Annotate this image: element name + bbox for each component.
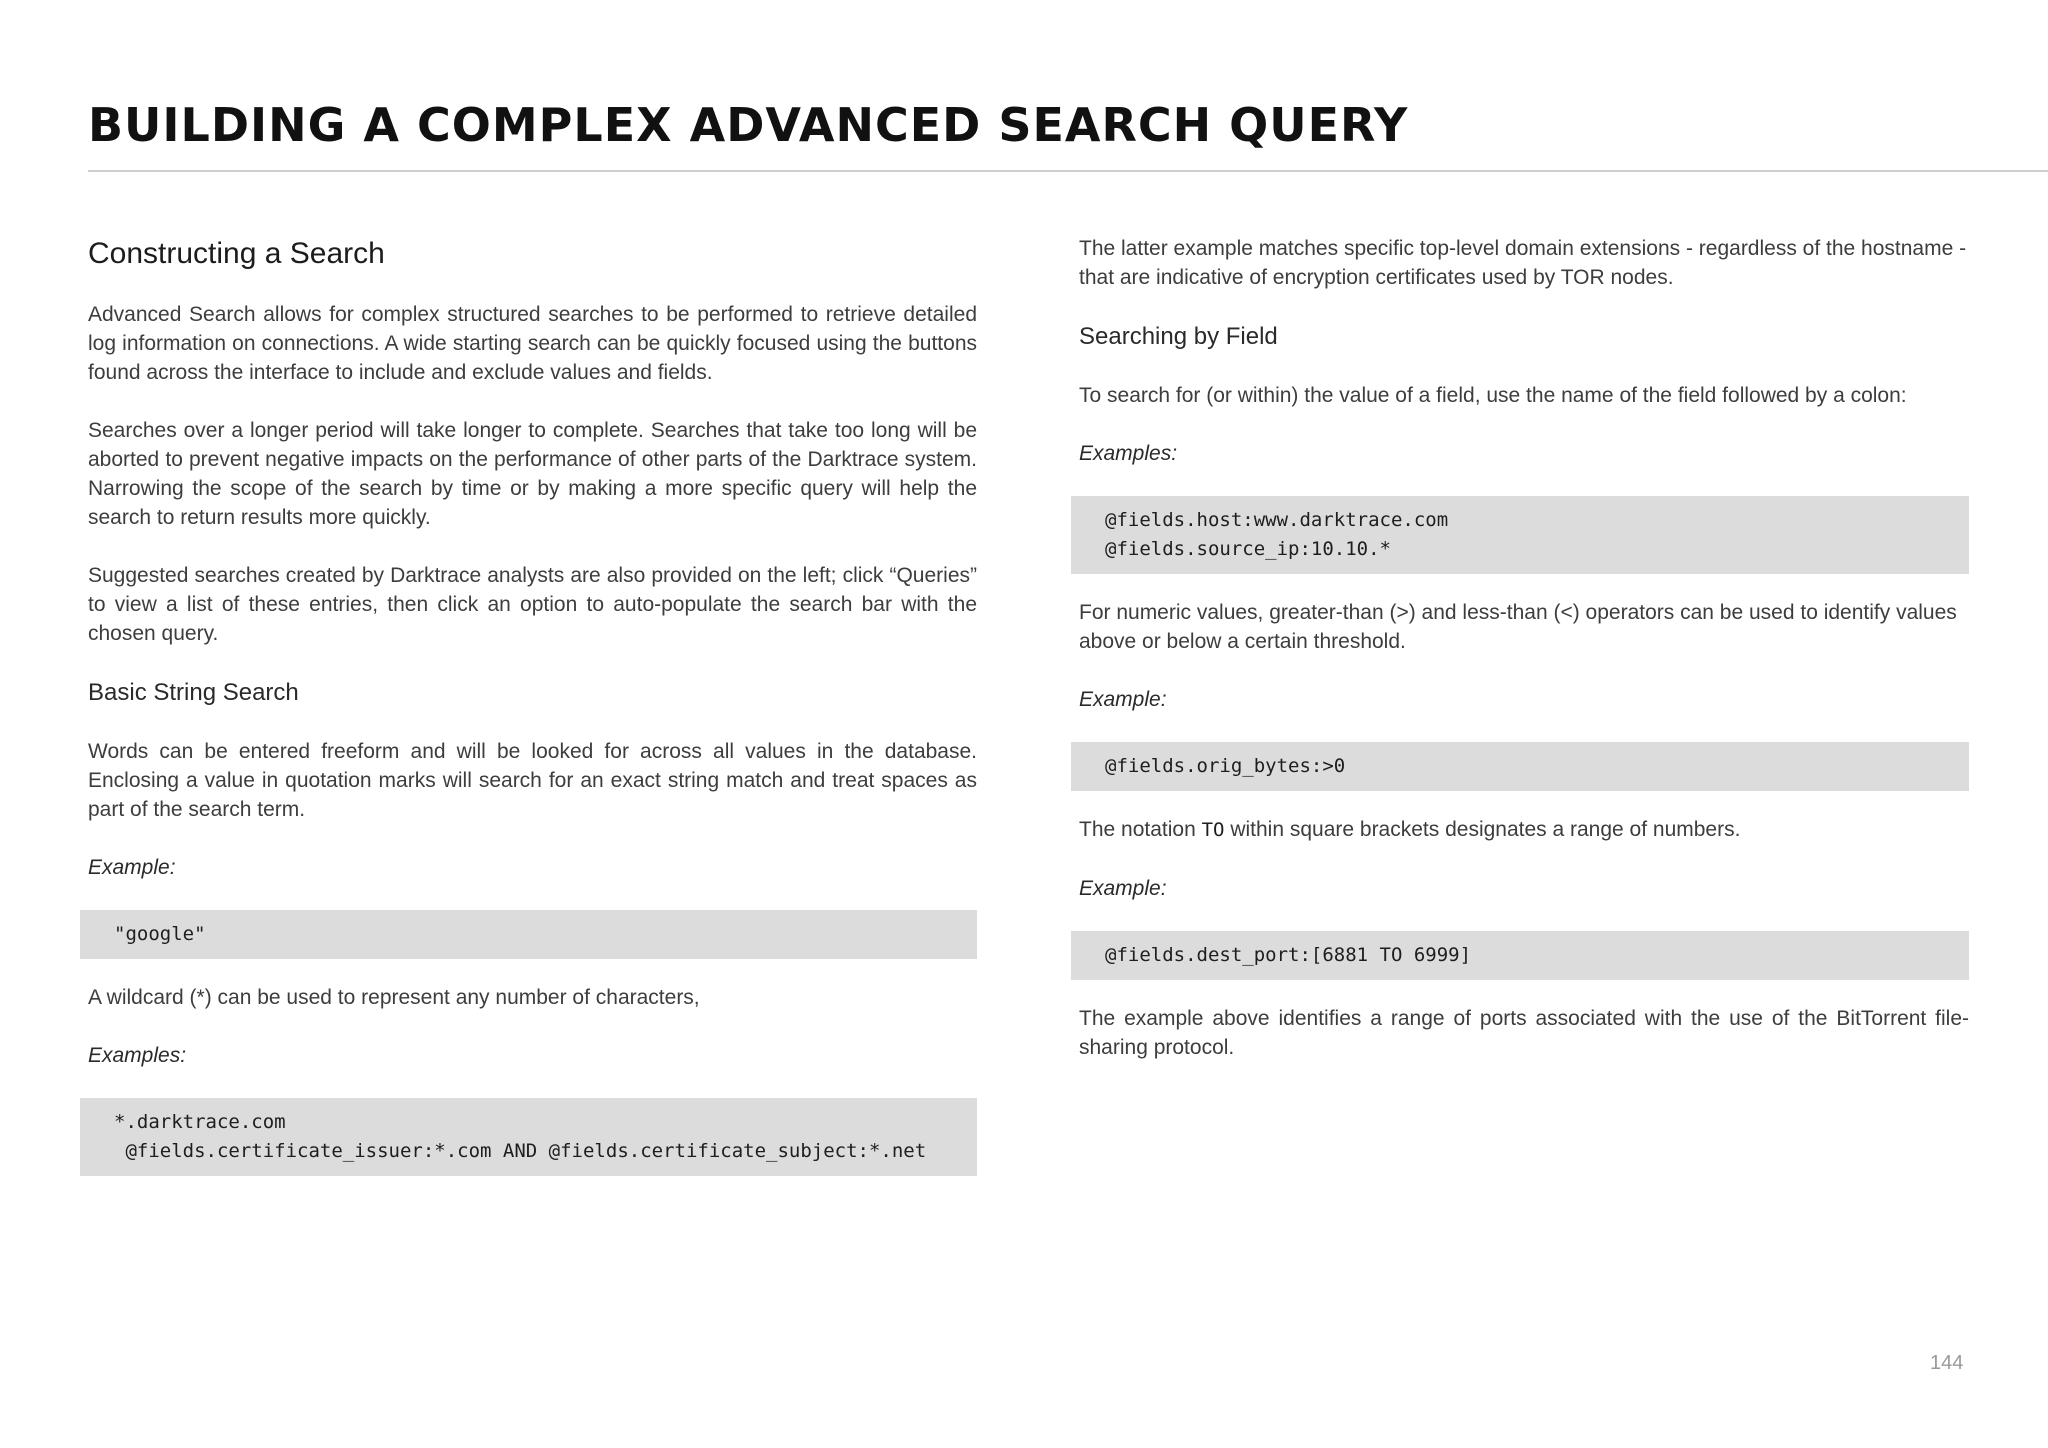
code-block-orig-bytes [1071,742,1969,791]
code-line: *.darktrace.com [114,1111,286,1133]
paragraph-advanced-search: Advanced Search allows for complex structured searches to be performed to retrieve detailed log information on connections. A wide starting search can be quickly focused using the buttons found across the interface to include and exclude values and fields. [88,303,977,384]
inline-code-to: TO [1201,819,1225,841]
code-line: @fields.certificate_issuer:*.com AND @fields.certificate_subject:*.net [114,1140,927,1162]
code-block-wildcard [80,1098,977,1176]
text-fragment: within square brackets designates a range of numbers. [1224,818,1741,841]
paragraph-tor-nodes: The latter example matches specific top-level domain extensions - regardless of the hostname - that are indicative of encryption certificates used by TOR nodes. [1079,237,1967,289]
paragraph-field-colon: To search for (or within) the value of a field, use the name of the field followed by a colon: [1079,384,1907,407]
text-fragment: The notation [1079,818,1202,841]
example-label: Example: [88,856,176,879]
code-line: @fields.source_ip:10.10.* [1105,538,1391,560]
page-title: BUILDING A COMPLEX ADVANCED SEARCH QUERY [88,98,1409,152]
code-block-google [80,910,977,959]
example-label: Example: [1079,688,1167,711]
code-line: @fields.orig_bytes:>0 [1105,755,1346,777]
paragraph-freeform-words: Words can be entered freeform and will be looked for across all values in the database. Enclosing a value in quotation marks will search for an exact string match and treat spaces as part of the search term. [88,740,977,821]
examples-label: Examples: [1079,442,1178,465]
code-line: @fields.dest_port:[6881 TO 6999] [1105,944,1472,966]
paragraph-wildcard: A wildcard (*) can be used to represent any number of characters, [88,986,700,1009]
title-divider [88,170,2048,172]
page-number: 144 [1930,1352,1964,1374]
code-line: @fields.host:www.darktrace.com [1105,509,1449,531]
paragraph-numeric-operators: For numeric values, greater-than (>) and less-than (<) operators can be used to identify values above or below a certain threshold. [1079,601,1957,653]
examples-label: Examples: [88,1044,187,1067]
paragraph-suggested-searches: Suggested searches created by Darktrace analysts are also provided on the left; click “Queries” to view a list of these entries, then click an option to auto-populate the search bar with the chosen query. [88,564,977,645]
paragraph-search-duration: Searches over a longer period will take longer to complete. Searches that take too long will be aborted to prevent negative impacts on the performance of other parts of the Darktrace system. Narrowing the scope of the search by time or by making a more specific query will help the search to return results more quickly. [88,419,977,529]
code-line: "google" [114,923,206,945]
subheading-searching-by-field: Searching by Field [1079,323,1278,350]
section-heading-constructing: Constructing a Search [88,237,385,270]
left-column [80,234,977,1200]
code-block-dest-port [1071,931,1969,980]
subheading-basic-string-search: Basic String Search [88,679,299,706]
paragraph-range-notation [1079,815,1969,845]
example-label: Example: [1079,877,1167,900]
right-column [1071,234,1969,1091]
paragraph-bittorrent: The example above identifies a range of ports associated with the use of the BitTorrent file-sharing protocol. [1079,1007,1969,1059]
code-block-fields [1071,496,1969,574]
